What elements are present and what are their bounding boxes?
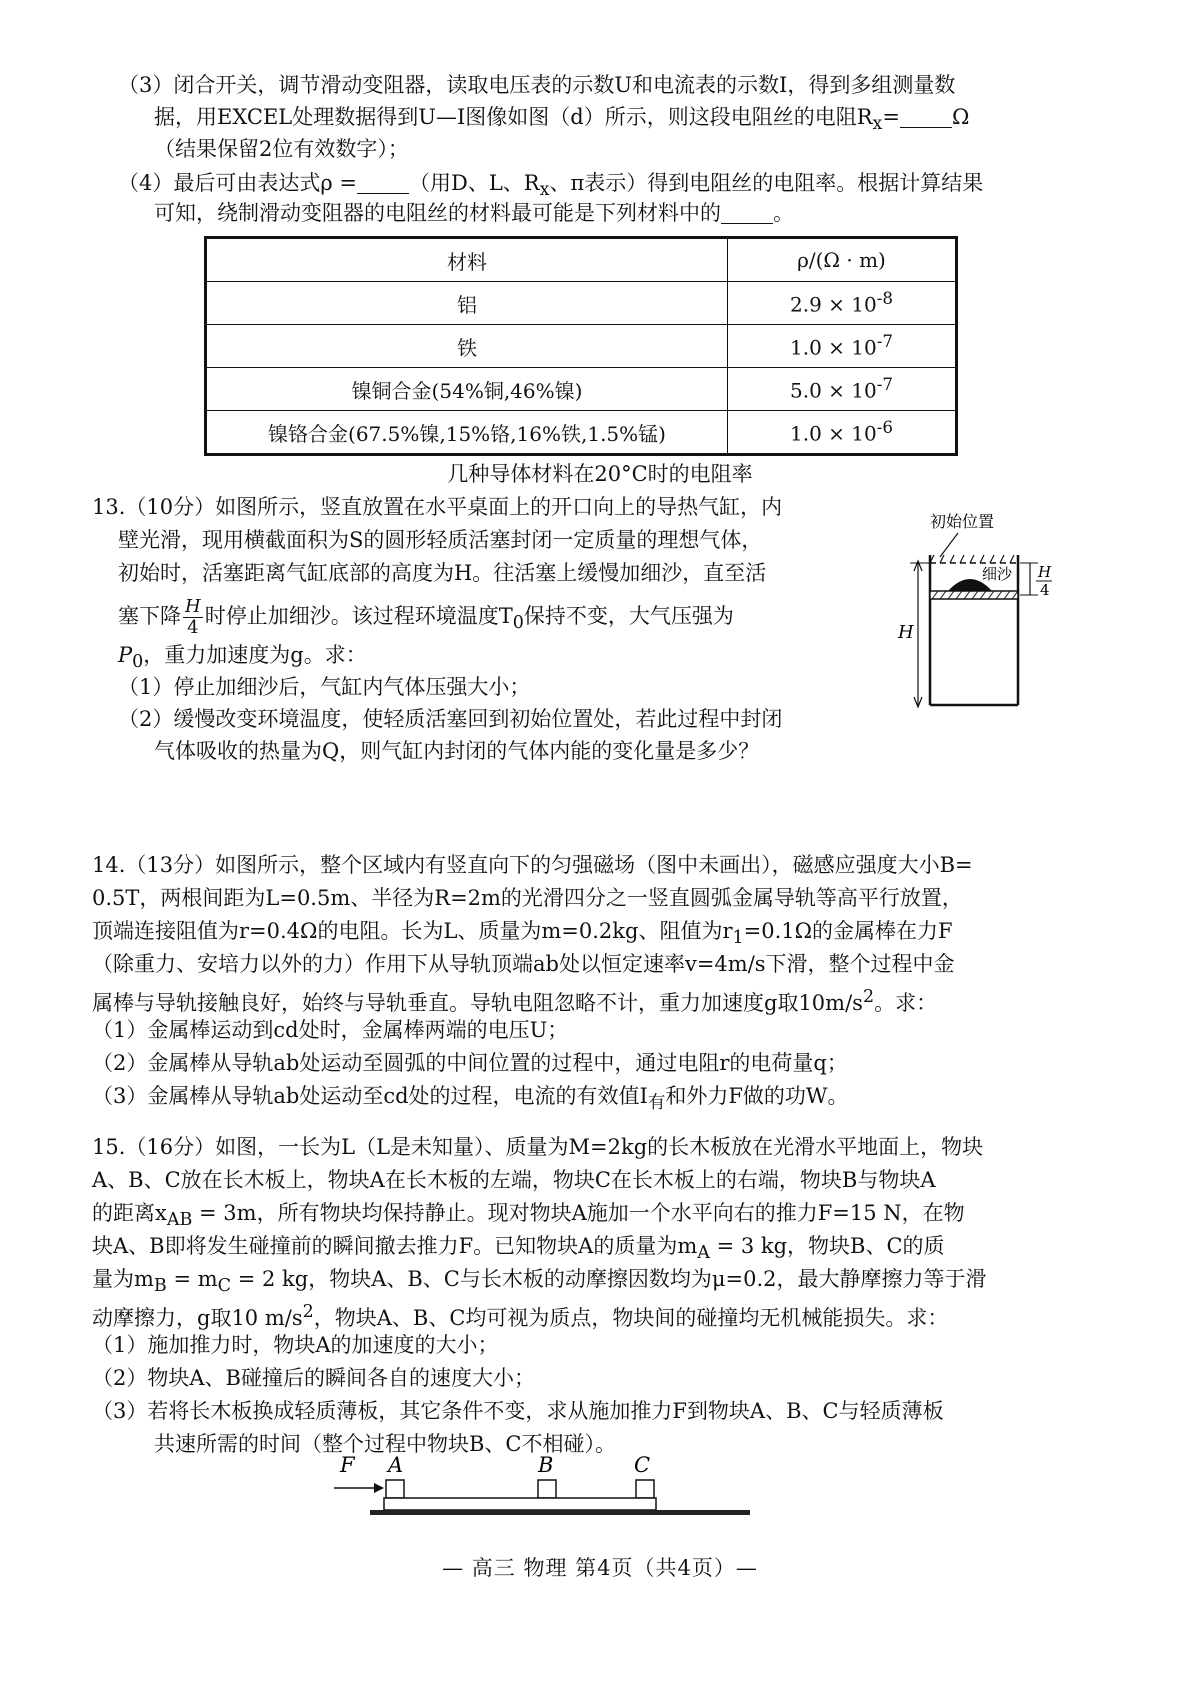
table-cell-material: 铁 [206, 325, 728, 368]
q14-line1: 14.（13分）如图所示，整个区域内有竖直向下的匀强磁场（图中未画出），磁感应强度大小B= [92, 853, 973, 877]
q15-line7: （1）施加推力时，物块A的加速度的大小； [92, 1333, 499, 1357]
table-cell-material: 镍铬合金(67.5%镍,15%铬,16%铁,1.5%锰) [206, 411, 728, 455]
q15-line9: （3）若将长木板换成轻质薄板，其它条件不变，求从施加推力F到物块A、B、C与轻质薄板 [92, 1399, 944, 1423]
q13-line8: 气体吸收的热量为Q，则气缸内封闭的气体内能的变化量是多少？ [154, 739, 760, 763]
q15-line2: A、B、C放在长木板上，物块A在长木板的左端，物块C在长木板上的右端，物块B与物块A [92, 1168, 936, 1192]
block-B [538, 1480, 556, 1498]
ground [370, 1510, 750, 1515]
q14-line2: 0.5T，两根间距为L=0.5m、半径为R=2m的光滑四分之一竖直圆弧金属导轨等高平行放置， [92, 886, 963, 910]
blocks-on-board-figure [330, 1448, 830, 1528]
q15-line10: 共速所需的时间（整个过程中物块B、C不相碰）。 [154, 1432, 616, 1456]
resistivity-table [204, 236, 958, 456]
q13-line6: （1）停止加细沙后，气缸内气体压强大小； [118, 675, 531, 699]
q14-line5: 属棒与导轨接触良好，始终与导轨垂直。导轨电阻忽略不计，重力加速度g取$10m/s^2$。求： [92, 987, 938, 1015]
label-force-F: F [340, 1453, 355, 1477]
table-caption: 几种导体材料在20°C时的电阻率 [447, 462, 753, 486]
table-cell-rho: $2.9 \times 10^{-8}$ [728, 282, 957, 325]
q12-part4-line1: （4）最后可由表达式ρ = （用D、L、$R_x$、π表示）得到电阻丝的电阻率。根据计算结果 [118, 171, 984, 201]
table-row [206, 282, 957, 325]
q14-line8: （3）金属棒从导轨ab处运动至cd处的过程，电流的有效值$I_有$和外力F做的功W。 [92, 1084, 849, 1114]
label-initial-position: 初始位置 [930, 512, 995, 531]
q12-part4-line2: 可知，绕制滑动变阻器的电阻丝的材料最可能是下列材料中的 。 [154, 201, 794, 225]
q13-line7: （2）缓慢改变环境温度，使轻质活塞回到初始位置处，若此过程中封闭 [118, 707, 783, 731]
answer-blank-rho[interactable] [357, 173, 409, 194]
q14-line6: （1）金属棒运动到cd处时，金属棒两端的电压U； [92, 1018, 569, 1042]
q12-part3-line3: （结果保留2位有效数字）； [154, 137, 409, 161]
q13-line2: 壁光滑，现用横截面积为S的圆形轻质活塞封闭一定质量的理想气体， [118, 528, 763, 552]
q15-line6: 动摩擦力，g取10 $m/s^2$，物块A、B、C均可视为质点，物块间的碰撞均无机械能损失。求： [92, 1302, 949, 1330]
q15-line5: 量为$m_B = m_C = 2$ kg，物块A、B、C与长木板的动摩擦因数均为μ=0.2，最大静摩擦力等于滑 [92, 1267, 987, 1297]
q13-line3: 初始时，活塞距离气缸底部的高度为H。往活塞上缓慢加细沙，直至活 [118, 561, 767, 585]
answer-blank-material[interactable] [721, 203, 773, 224]
initial-piston-position [930, 555, 1018, 563]
q15-line4: 块A、B即将发生碰撞前的瞬间撤去推力F。已知物块A的质量为$m_A = 3$ kg，物块B、C的质 [92, 1234, 945, 1264]
table-header-row [206, 238, 957, 282]
fraction-h-over-4: $\frac{H}{4}$ [185, 596, 201, 638]
q12-part3-line1: （3）闭合开关，调节滑动变阻器，读取电压表的示数U和电流表的示数I，得到多组测量数 [118, 73, 956, 97]
table-row [206, 368, 957, 411]
q13-line1: 13.（10分）如图所示，竖直放置在水平桌面上的开口向上的导热气缸，内 [92, 495, 783, 519]
table-row [206, 325, 957, 368]
q14-line4: （除重力、安培力以外的力）作用下从导轨顶端ab处以恒定速率v=4m/s下滑，整个过程中金 [92, 952, 955, 976]
q12-part3-line2: 据，用EXCEL处理数据得到U—I图像如图（d）所示，则这段电阻丝的电阻$R_x= \Omega$ [154, 105, 970, 135]
label-block-A: A [388, 1453, 404, 1477]
svg-text:4: 4 [1040, 581, 1050, 599]
q14-line7: （2）金属棒从导轨ab处运动至圆弧的中间位置的过程中，通过电阻r的电荷量q； [92, 1051, 848, 1075]
table-cell-material: 镍铜合金(54%铜,46%镍) [206, 368, 728, 411]
q13-line4: 塞下降 $\frac{H}{4}$ 时停止加细沙。该过程环境温度$T_0$保持不变，大气压强为 [118, 596, 734, 638]
table-header-rho: ρ/(Ω · m) [728, 238, 957, 282]
block-C [636, 1480, 654, 1498]
label-sand: 细沙 [982, 565, 1013, 583]
q15-line3: 的距离$x_{AB} = 3m$，所有物块均保持静止。现对物块A施加一个水平向右的推力F=15 N，在物 [92, 1201, 965, 1231]
table-cell-material: 铝 [206, 282, 728, 325]
table-cell-rho: $1.0 \times 10^{-6}$ [728, 411, 957, 455]
svg-text:H: H [898, 622, 914, 643]
dimension-H-over-4 [1020, 563, 1052, 599]
long-board [384, 1498, 656, 1510]
cylinder-figure [870, 505, 1070, 720]
table-header-material: 材料 [206, 238, 728, 282]
piston [930, 591, 1018, 599]
answer-blank-rx[interactable] [900, 107, 952, 128]
label-block-C: C [634, 1453, 651, 1477]
page-footer: — 高三 物理 第4页（共4页）— [442, 1556, 758, 1580]
q14-line3: 顶端连接阻值为r=0.4Ω的电阻。长为L、质量为m=0.2kg、阻值为$r_1=0.1\Omega$的金属棒在力F [92, 919, 953, 949]
q13-line5: $P_0$，重力加速度为g。求： [118, 643, 367, 673]
table-cell-rho: $1.0 \times 10^{-7}$ [728, 325, 957, 368]
dimension-H [897, 561, 930, 707]
q15-line1: 15.（16分）如图，一长为L（L是未知量）、质量为M=2kg的长木板放在光滑水平地面上，物块 [92, 1135, 984, 1159]
block-A [386, 1480, 404, 1498]
q15-line8: （2）物块A、B碰撞后的瞬间各自的速度大小； [92, 1366, 535, 1390]
table-row [206, 411, 957, 455]
label-block-B: B [538, 1453, 554, 1477]
table-cell-rho: $5.0 \times 10^{-7}$ [728, 368, 957, 411]
svg-text:H: H [1038, 563, 1052, 581]
force-arrow [334, 1483, 384, 1493]
